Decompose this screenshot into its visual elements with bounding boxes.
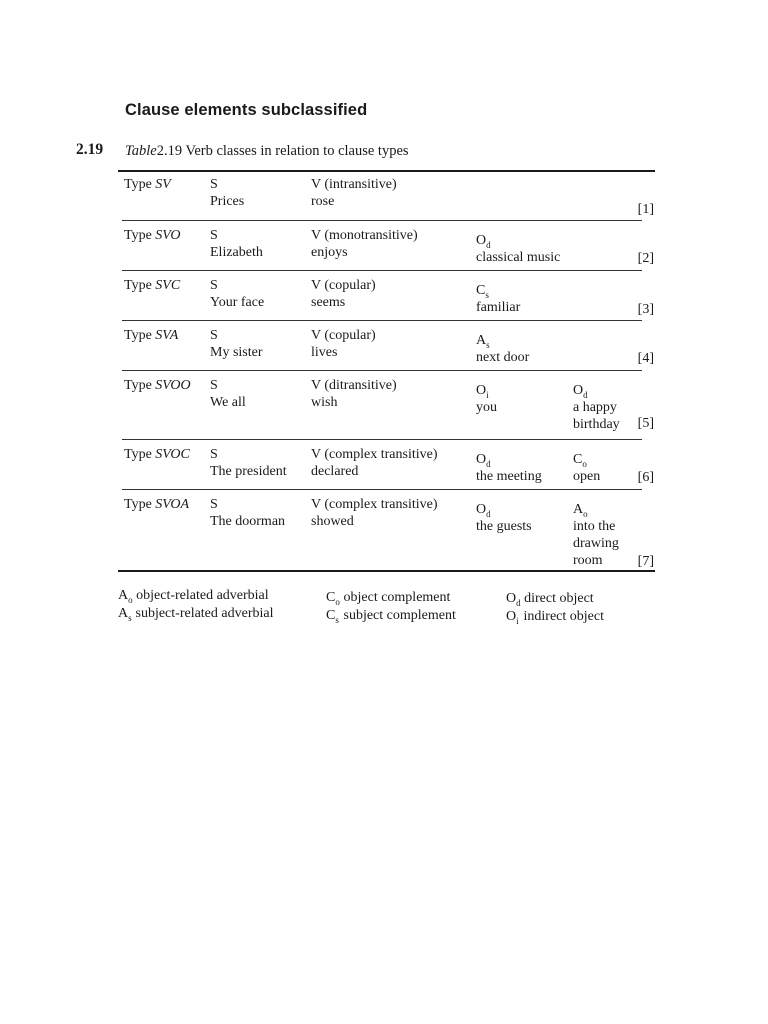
row-element4-value: a happy birthday (573, 400, 620, 432)
section-number: 2.19 (76, 141, 104, 158)
row-type-abbr: SV (155, 177, 171, 192)
row-element3-value: classical music (476, 250, 561, 265)
legend-symbol: $O_i$ (506, 609, 519, 626)
legend-text: direct object (520, 591, 594, 606)
row-type-prefix: Type (124, 328, 156, 343)
table-caption (125, 143, 409, 160)
row-type-abbr: SVOC (155, 447, 190, 462)
row-element4-label: $O_d$ (573, 383, 588, 400)
row-verb-label: V (complex transitive) (311, 497, 438, 512)
row-element3-value: next door (476, 350, 530, 365)
row-number: [7] (637, 554, 654, 569)
row-element3-value: the meeting (476, 469, 542, 484)
row-number: [3] (637, 302, 654, 317)
legend-text: subject complement (340, 608, 456, 623)
row-type-abbr: SVOA (155, 497, 190, 512)
row-element4-value: into the drawing room (573, 519, 619, 568)
row-divider (122, 370, 642, 371)
row-number: [4] (637, 351, 654, 366)
row-element3-label: $O_d$ (476, 452, 491, 469)
table-caption-label: Table (125, 143, 157, 159)
row-element3-label: $A_s$ (476, 333, 490, 350)
row-type (124, 377, 191, 394)
row-verb-label: V (copular) (311, 278, 376, 293)
row-subject-label: S (210, 497, 218, 512)
row-type (124, 176, 171, 193)
row-subject-value: We all (210, 395, 246, 410)
legend-text: indirect object (520, 609, 604, 624)
row-verb-label: V (copular) (311, 328, 376, 343)
row-subject-value: The doorman (210, 514, 286, 529)
row-subject-value: Elizabeth (210, 245, 263, 260)
row-type-abbr: SVA (155, 328, 179, 343)
row-verb-value: seems (311, 295, 346, 310)
row-subject-value: Your face (210, 295, 265, 310)
row-divider (122, 489, 642, 490)
row-divider (122, 439, 642, 440)
legend-symbol: $A_s$ (118, 606, 132, 623)
row-verb-value: wish (311, 395, 338, 410)
row-element3-label: $C_s$ (476, 283, 489, 300)
row-type-prefix: Type (124, 278, 156, 293)
legend-item (326, 607, 456, 629)
row-subject-label: S (210, 378, 218, 393)
row-type-prefix: Type (124, 177, 156, 192)
row-verb-label: V (intransitive) (311, 177, 397, 192)
row-element4-label: $C_o$ (573, 452, 587, 469)
legend-symbol: $A_o$ (118, 588, 133, 605)
row-element3-label: $O_i$ (476, 383, 489, 400)
row-type-prefix: Type (124, 447, 156, 462)
row-type-prefix: Type (124, 228, 156, 243)
row-element4-value: open (573, 469, 601, 484)
row-element4-label: $A_o$ (573, 502, 588, 519)
row-element3-label: $O_d$ (476, 502, 491, 519)
table-top-rule (118, 170, 655, 172)
row-number: [1] (637, 202, 654, 217)
section-heading: Clause elements subclassified (125, 101, 368, 119)
row-subject-label: S (210, 447, 218, 462)
row-verb-value: declared (311, 464, 359, 479)
row-element3-value: the guests (476, 519, 532, 534)
row-element3-value: familiar (476, 300, 521, 315)
legend-text: object-related adverbial (132, 588, 269, 603)
legend-text: subject-related adverbial (132, 606, 274, 621)
legend-text: object complement (340, 590, 451, 605)
row-verb-label: V (monotransitive) (311, 228, 418, 243)
legend-item (118, 605, 273, 627)
row-number: [2] (637, 251, 654, 266)
table-caption-number: 2.19 (156, 143, 183, 159)
row-verb-value: lives (311, 345, 338, 360)
row-subject-label: S (210, 177, 218, 192)
row-divider (122, 220, 642, 221)
row-subject-value: My sister (210, 345, 263, 360)
row-divider (122, 320, 642, 321)
row-type-prefix: Type (124, 497, 156, 512)
row-element3-value: you (476, 400, 497, 415)
row-verb-label: V (ditransitive) (311, 378, 397, 393)
legend-symbol: $C_o$ (326, 590, 340, 607)
row-type (124, 227, 181, 244)
table-caption-text: Verb classes in relation to clause types (185, 143, 409, 159)
legend-symbol: $C_s$ (326, 608, 339, 625)
row-verb-value: showed (311, 514, 354, 529)
row-type-abbr: SVO (155, 228, 181, 243)
row-element3-label: $O_d$ (476, 233, 491, 250)
row-verb-label: V (complex transitive) (311, 447, 438, 462)
legend-symbol: $O_d$ (506, 591, 521, 608)
row-number: [5] (637, 416, 654, 431)
row-subject-label: S (210, 228, 218, 243)
legend-item (506, 608, 604, 630)
row-verb-value: rose (311, 194, 335, 209)
row-number: [6] (637, 470, 654, 485)
row-type (124, 327, 178, 344)
row-subject-label: S (210, 328, 218, 343)
row-subject-value: Prices (210, 194, 245, 209)
row-type (124, 446, 190, 463)
row-type (124, 496, 189, 513)
row-verb-value: enjoys (311, 245, 348, 260)
row-subject-label: S (210, 278, 218, 293)
row-type-abbr: SVOO (155, 378, 191, 393)
row-subject-value: The president (210, 464, 287, 479)
row-type-prefix: Type (124, 378, 156, 393)
row-type (124, 277, 180, 294)
row-divider (122, 270, 642, 271)
table-bottom-rule (118, 570, 655, 572)
row-type-abbr: SVC (155, 278, 181, 293)
